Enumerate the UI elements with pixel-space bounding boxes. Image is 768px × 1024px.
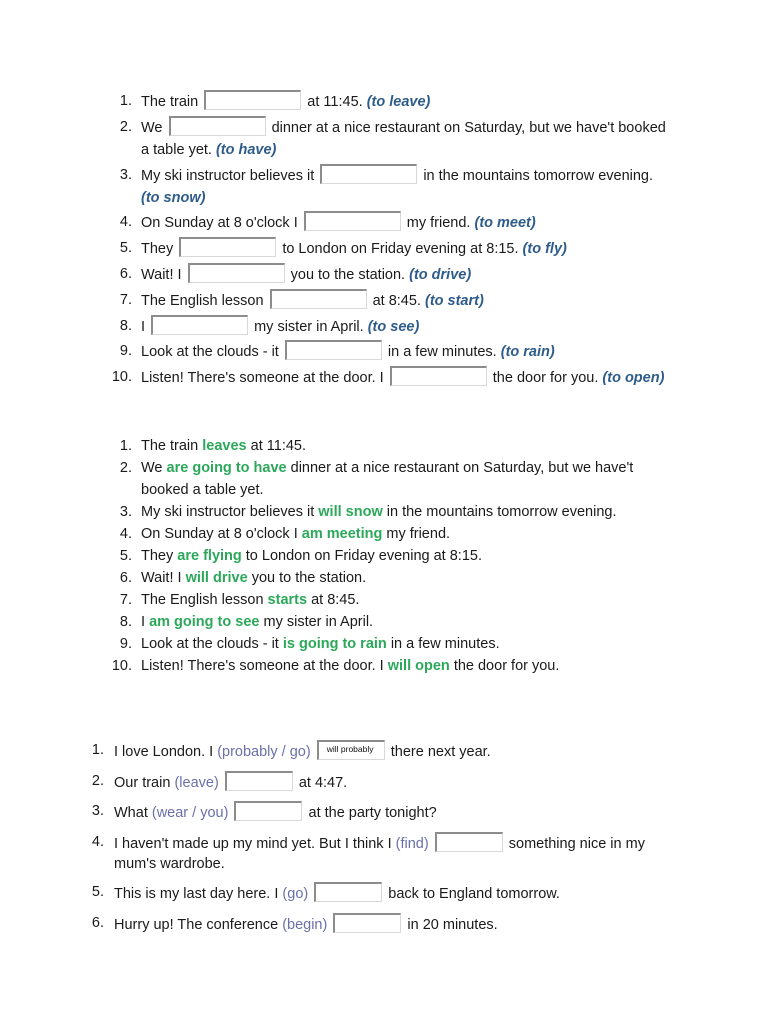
answer-text: will open	[387, 658, 450, 674]
answer-input[interactable]	[333, 913, 401, 933]
item-number: 4.	[119, 214, 132, 231]
list-item: 4. On Sunday at 8 o'clock I am meeting my friend.	[108, 523, 668, 545]
verb-hint: (to start)	[424, 292, 484, 309]
answer-text: is going to rain	[282, 636, 387, 652]
verb-hint: (find)	[395, 835, 429, 852]
item-number: 9.	[119, 636, 132, 652]
list-item: 8. I my sister in April. (to see)	[108, 315, 668, 338]
answer-input[interactable]	[314, 882, 382, 902]
verb-hint: (to fly)	[522, 241, 567, 258]
list-item: 10. Listen! There's someone at the door. I will open the door for you.	[108, 655, 668, 677]
list-item: 7. The English lesson starts at 8:45.	[108, 589, 668, 611]
item-number: 4.	[119, 526, 132, 542]
list-item: 9. Look at the clouds - it in a few minutes. (to rain)	[108, 340, 668, 363]
list-item: 1. I love London. I (probably / go) will probably there next year.	[80, 740, 680, 762]
item-number: 1.	[119, 438, 132, 454]
answer-input[interactable]	[435, 832, 503, 852]
list-item: 7. The English lesson at 8:45. (to start)	[108, 289, 668, 312]
verb-hint: (to drive)	[409, 266, 472, 283]
item-number: 7.	[119, 291, 132, 308]
list-item: 9. Look at the clouds - it is going to rain in a few minutes.	[108, 633, 668, 655]
item-number: 1.	[119, 93, 132, 109]
list-item: 1. The train leaves at 11:45.	[108, 435, 668, 457]
verb-hint: (to meet)	[474, 215, 536, 232]
verb-hint: (to snow)	[141, 189, 206, 206]
answer-input[interactable]	[179, 237, 276, 257]
answer-text: will snow	[318, 504, 383, 520]
answer-input[interactable]	[270, 289, 367, 309]
item-number: 10.	[111, 369, 132, 386]
answer-input[interactable]	[304, 211, 401, 231]
answer-input[interactable]	[151, 315, 248, 335]
list-item: 1. The train at 11:45. (to leave)	[108, 90, 668, 113]
item-number: 2.	[119, 118, 132, 135]
verb-hint: (to leave)	[366, 94, 431, 110]
list-item: 6. Wait! I will drive you to the station.	[108, 567, 668, 589]
item-number: 3.	[119, 504, 132, 520]
verb-hint: (go)	[282, 886, 309, 902]
answer-input[interactable]	[285, 340, 382, 360]
list-item: 8. I am going to see my sister in April.	[108, 611, 668, 633]
item-number: 6.	[91, 914, 104, 931]
item-number: 3.	[91, 803, 104, 819]
item-number: 5.	[91, 884, 104, 900]
answer-text: will drive	[185, 570, 248, 586]
answer-text: am meeting	[301, 526, 383, 542]
item-number: 6.	[119, 570, 132, 586]
list-item: 3. My ski instructor believes it in the mountains tomorrow evening. (to snow)	[108, 164, 668, 209]
list-item: 5. They are flying to London on Friday evening at 8:15.	[108, 545, 668, 567]
exercise-1-list	[108, 90, 668, 392]
verb-hint: (to have)	[215, 141, 277, 158]
list-item: 10. Listen! There's someone at the door. I the door for you. (to open)	[108, 366, 668, 389]
list-item: 6. Wait! I you to the station. (to drive)	[108, 263, 668, 286]
verb-hint: (begin)	[282, 916, 328, 933]
list-item: 6. Hurry up! The conference (begin) in 20 minutes.	[80, 913, 680, 935]
answer-input[interactable]	[188, 263, 285, 283]
answer-input[interactable]: will probably	[317, 740, 385, 760]
exercise-3-list	[80, 740, 680, 943]
answer-input[interactable]	[204, 90, 301, 110]
verb-hint: (to open)	[602, 370, 665, 387]
item-number: 5.	[119, 240, 132, 257]
answer-input[interactable]	[320, 164, 417, 184]
item-number: 9.	[119, 343, 132, 360]
answer-input[interactable]	[234, 801, 302, 821]
item-number: 1.	[91, 742, 104, 758]
verb-hint: (probably / go)	[217, 744, 311, 760]
answer-text: leaves	[202, 438, 247, 454]
verb-hint: (to see)	[367, 318, 420, 335]
answer-text: are going to have	[166, 460, 287, 476]
verb-hint: (wear / you)	[151, 805, 229, 821]
exercise-2-answer-list	[108, 435, 668, 677]
verb-hint: (leave)	[174, 774, 219, 791]
verb-hint: (to rain)	[500, 344, 555, 361]
list-item: 3. My ski instructor believes it will snow in the mountains tomorrow evening.	[108, 501, 668, 523]
item-number: 4.	[91, 833, 104, 850]
answer-text: are flying	[177, 548, 242, 564]
item-number: 8.	[119, 317, 132, 334]
list-item: 3. What (wear / you) at the party tonight?	[80, 801, 680, 823]
list-item: 2. We are going to have dinner at a nice restaurant on Saturday, but we have't booked a table yet.	[108, 457, 668, 501]
answer-text: starts	[267, 592, 308, 608]
list-item: 2. Our train (leave) at 4:47.	[80, 771, 680, 793]
item-number: 5.	[119, 548, 132, 564]
item-number: 2.	[91, 772, 104, 789]
item-number: 2.	[119, 460, 132, 476]
list-item: 2. We dinner at a nice restaurant on Saturday, but we have't booked a table yet. (to have)	[108, 116, 668, 161]
list-item: 4. On Sunday at 8 o'clock I my friend. (to meet)	[108, 211, 668, 234]
answer-text: am going to see	[149, 614, 260, 630]
answer-input[interactable]	[169, 116, 266, 136]
item-number: 3.	[119, 166, 132, 183]
item-number: 7.	[119, 592, 132, 608]
list-item: 5. This is my last day here. I (go) back to England tomorrow.	[80, 882, 680, 904]
answer-input[interactable]	[225, 771, 293, 791]
item-number: 10.	[111, 658, 132, 674]
list-item: 5. They to London on Friday evening at 8:15. (to fly)	[108, 237, 668, 260]
answer-input[interactable]	[390, 366, 487, 386]
item-number: 8.	[119, 614, 132, 630]
item-number: 6.	[119, 265, 132, 282]
list-item: 4. I haven't made up my mind yet. But I think I (find) something nice in my mum's wardrobe.	[80, 832, 680, 874]
